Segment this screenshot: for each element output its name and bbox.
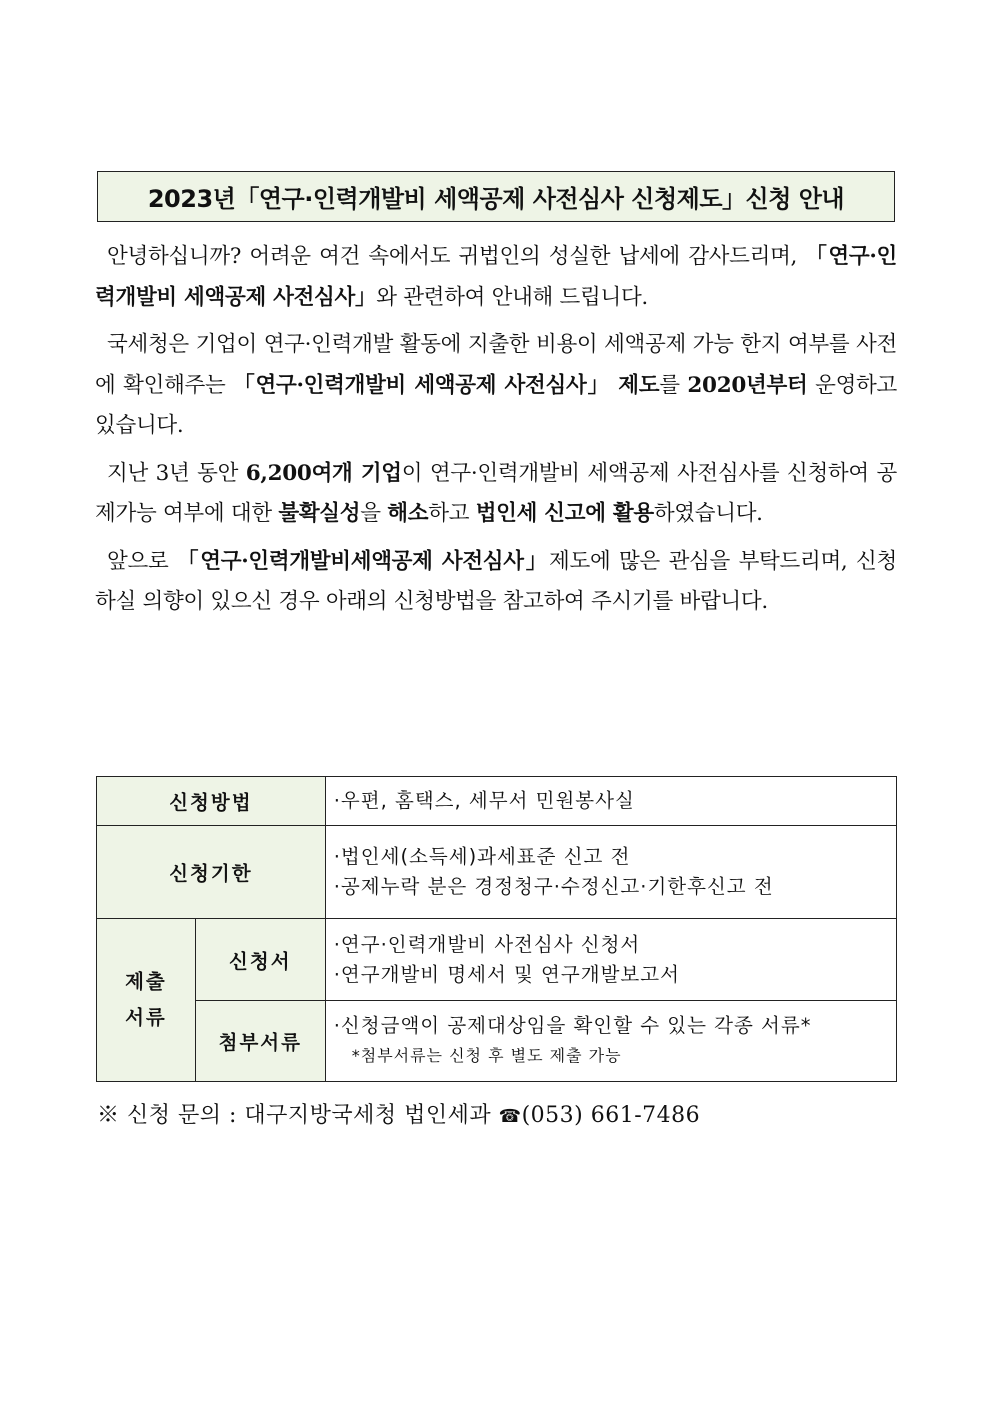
p4-text-a: 앞으로 [107,548,177,574]
paragraph-closing [95,542,897,623]
p2-text-e: 운영하고 있습니다. [95,372,897,438]
contact-phone: (053) 661-7486 [521,1103,701,1128]
p3-text-f: 해소 [387,501,429,526]
table-row-method [97,777,897,826]
p4-text-c: 제도에 많은 관심을 부탁드리며, 신청하실 의향이 있으신 경우 아래의 신청방법을 참고하여 주시기를 바랍니다. [95,548,897,614]
documents-label-line-2: 서류 [125,1006,167,1029]
p3-text-e: 을 [360,501,388,526]
p2-text-a: 국세청은 기업이 연구·인력개발 활동에 지출한 비용이 세액공제 가능 한지 여부를 사전에 확인해주는 [95,332,897,398]
body-text [95,237,897,630]
documents-label-line-1: 제출 [125,970,167,993]
contact-text: ※ 신청 문의 : 대구지방국세청 법인세과 [97,1103,499,1128]
p2-text-d: 2020년부터 [687,372,808,398]
application-label: 신청서 [195,919,325,1001]
method-value: ·우편, 홈택스, 세무서 민원봉사실 [325,777,896,826]
deadline-line-1: ·법인세(소득세)과세표준 신고 전 [333,845,631,868]
p1-text-c: 와 관련하여 안내해 드립니다. [376,284,648,310]
document-title-text: 2023년「연구·인력개발비 세액공제 사전심사 신청제도」신청 안내 [147,185,845,213]
application-value [325,919,896,1001]
p3-text-a: 지난 3년 동안 [107,460,246,486]
paragraph-stats [95,454,897,535]
document-title [97,171,895,222]
p3-text-g: 하고 [428,501,476,526]
documents-label [97,919,196,1082]
p3-text-h: 법인세 신고에 활용 [475,501,654,526]
table-row-deadline [97,826,897,919]
contact-footer [97,1098,700,1129]
method-label: 신청방법 [97,777,326,826]
attachments-line-1: ·신청금액이 공제대상임을 확인할 수 있는 각종 서류* [333,1014,812,1037]
paragraph-greeting [95,237,897,318]
paragraph-intro [95,325,897,447]
p4-text-b: 「연구·인력개발비세액공제 사전심사」 [177,548,550,574]
p3-text-c: 이 연구·인력개발비 세액공제 사전심사를 신청하여 공제가능 여부에 대한 [95,460,898,526]
p1-text-a: 안녕하십니까? 어려운 여건 속에서도 귀법인의 성실한 납세에 감사드리며, [107,244,806,269]
p3-text-i: 하였습니다. [653,501,763,526]
attachments-value [325,1001,896,1082]
p1-text-b: 「연구·인력개발비 세액공제 사전심사」 [95,244,898,310]
phone-icon: ☎ [498,1106,522,1127]
p2-text-c: 를 [659,372,688,398]
application-line-2: ·연구개발비 명세서 및 연구개발보고서 [333,962,680,986]
application-line-1: ·연구·인력개발비 사전심사 신청서 [333,932,641,956]
p3-text-b: 6,200여개 기업 [245,460,402,486]
application-info-table [96,776,897,1082]
deadline-line-2: ·공제누락 분은 경정청구·수정신고·기한후신고 전 [333,875,774,898]
table-row-attachments [97,1001,897,1082]
deadline-value [325,826,896,919]
table-row-application [97,919,897,1001]
deadline-label: 신청기한 [97,826,326,919]
p3-text-d: 불확실성 [278,501,361,526]
attachments-label: 첨부서류 [195,1001,325,1082]
attachments-note: *첨부서류는 신청 후 별도 제출 가능 [351,1046,622,1065]
p2-text-b: 「연구·인력개발비 세액공제 사전심사」 제도 [233,372,660,398]
